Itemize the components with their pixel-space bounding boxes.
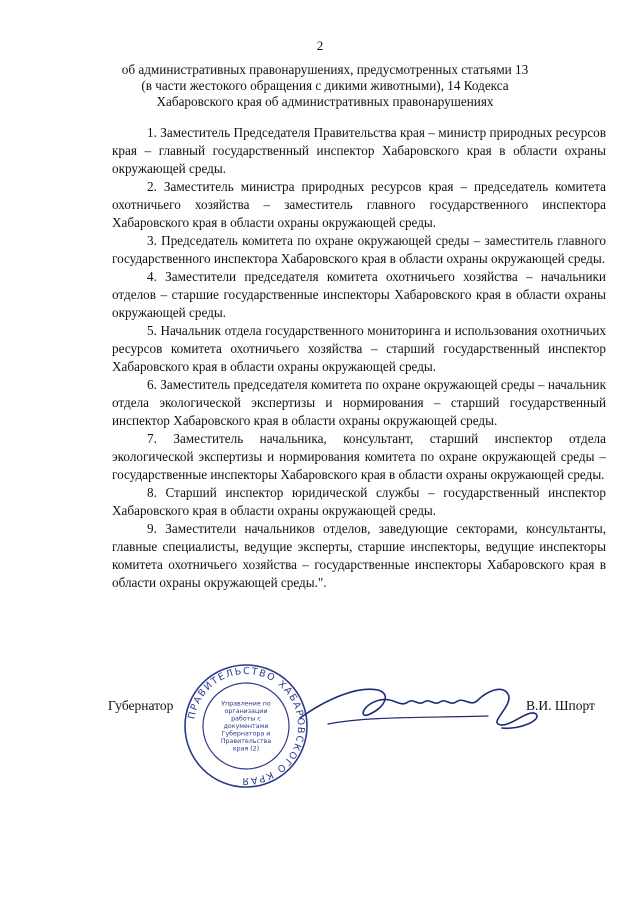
stamp-inner-line: документами: [223, 723, 269, 730]
stamp-inner-line: Управление по: [221, 700, 271, 708]
heading-line: (в части жестокого обращения с дикими животными), 14 Кодекса: [141, 78, 509, 93]
list-item: 2. Заместитель министра природных ресурсов края – председатель комитета охотничьего хозяйства – заместитель главного государственного инспектора Хабаровского края в области охраны окружающей среды.: [112, 179, 606, 230]
signer-name: В.И. Шпорт: [526, 698, 595, 713]
stamp-inner-line: организации: [224, 708, 268, 715]
stamp-inner-line: Губернатора и: [221, 730, 271, 738]
signer-title: Губернатор: [108, 698, 174, 713]
stamp-outer-text: ПРАВИТЕЛЬСТВО ХАБАРОВСКОГО КРАЯ: [186, 665, 307, 787]
officials-list: [112, 124, 606, 592]
stamp-inner-line: работы с: [231, 715, 261, 723]
list-item: 9. Заместители начальников отделов, заведующие секторами, консультанты, главные специалисты, ведущие эксперты, старшие инспекторы, ведущие инспекторы комитета охотничьего хозяйства – государственные инспекторы Хабаровского края в области охраны окружающей среды.".: [112, 521, 606, 590]
stamp-inner-line: Правительства: [220, 738, 272, 745]
list-item: 4. Заместители председателя комитета охотничьего хозяйства – начальники отделов – старшие государственные инспекторы Хабаровского края в области охраны окружающей среды.: [112, 269, 606, 320]
list-item: 1. Заместитель Председателя Правительства края – министр природных ресурсов края – главный государственный инспектор Хабаровского края в области охраны окружающей среды.: [112, 125, 606, 176]
list-item: 7. Заместитель начальника, консультант, старший инспектор отдела экологической экспертизы и нормирования комитета по охране окружающей среды – государственные инспекторы Хабаровского края в области охраны окружающей среды.: [112, 431, 606, 482]
list-item: 8. Старший инспектор юридической службы – государственный инспектор Хабаровского края в области охраны окружающей среды.: [112, 485, 606, 518]
handwritten-signature: [288, 678, 548, 738]
document-heading: [95, 62, 555, 110]
signature-block: [108, 665, 608, 848]
list-item: 5. Начальник отдела государственного мониторинга и использования охотничьих ресурсов комитета охотничьего хозяйства – старший государственный инспектор Хабаровского края в области охраны окружающей среды.: [112, 323, 606, 374]
list-item: 3. Председатель комитета по охране окружающей среды – заместитель главного государственного инспектора Хабаровского края в области охраны окружающей среды.: [112, 233, 606, 266]
page-number: 2: [316, 38, 324, 53]
list-item: 6. Заместитель председателя комитета по охране окружающей среды – начальник отдела экологической экспертизы и нормирования – старший государственный инспектор Хабаровского края в области охраны окружающей среды.: [112, 377, 606, 428]
stamp-inner-line: края (2): [232, 745, 260, 753]
heading-line: Хабаровского края об административных правонарушениях: [156, 94, 494, 109]
heading-line: об административных правонарушениях, предусмотренных статьями 13: [121, 62, 529, 77]
